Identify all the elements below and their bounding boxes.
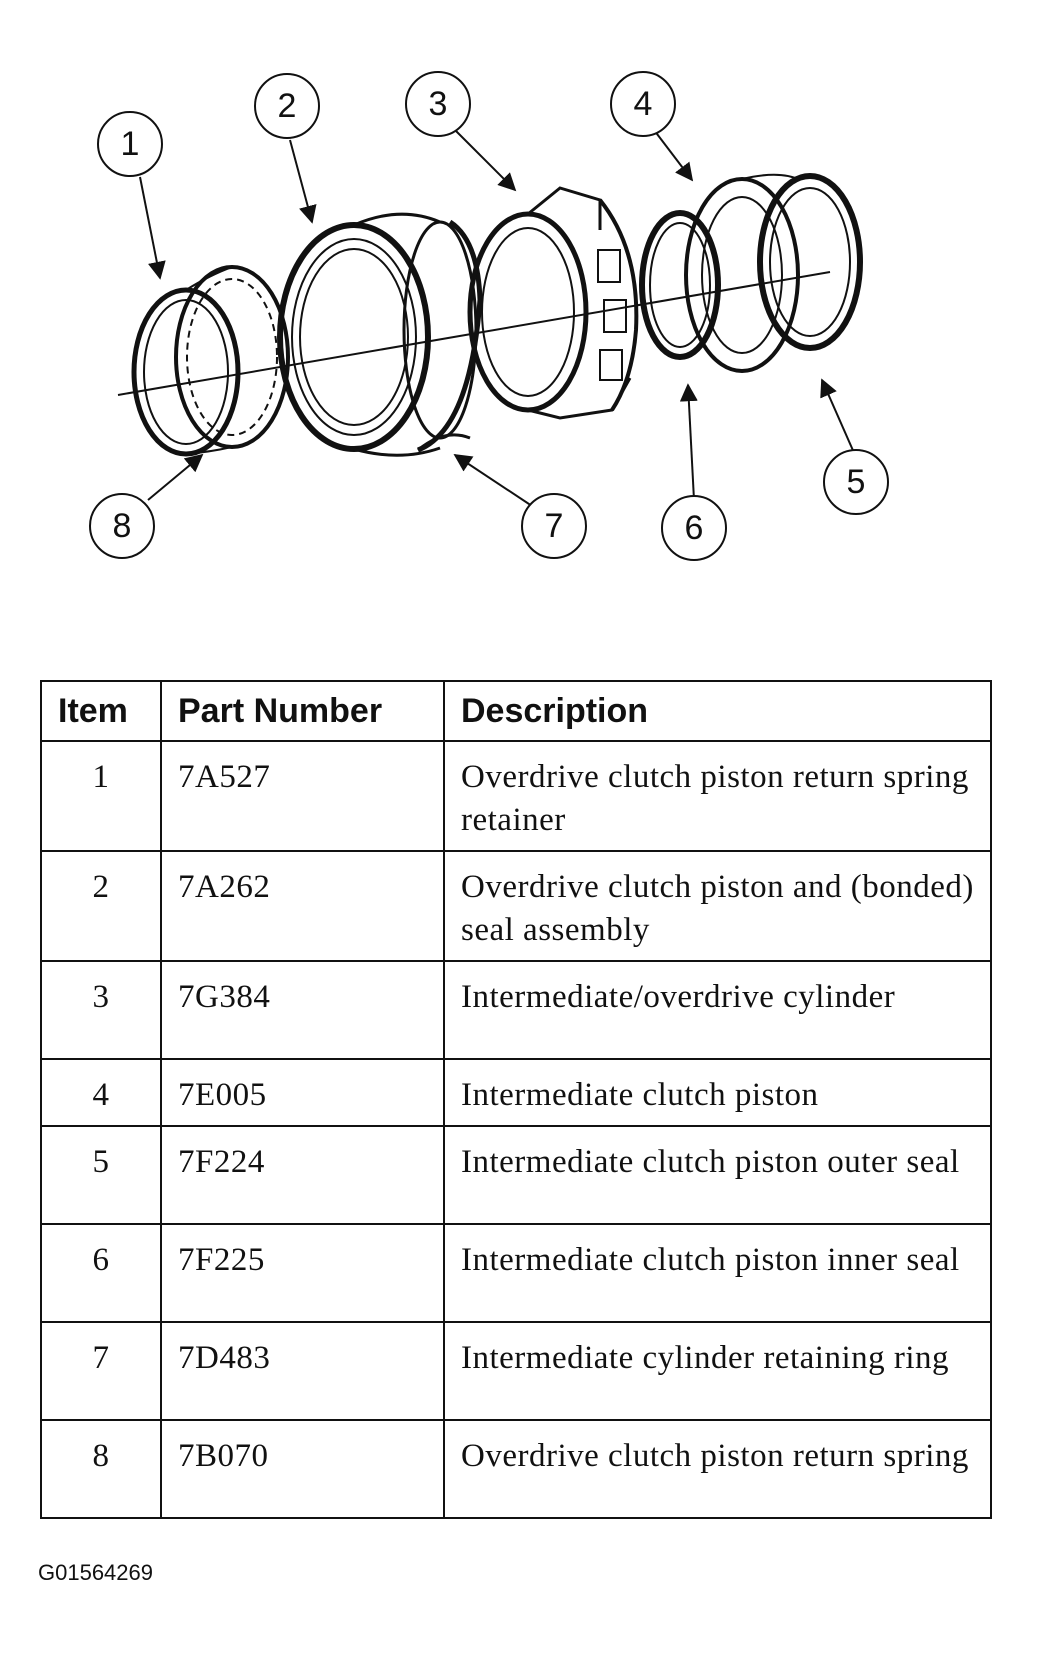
exploded-parts-diagram: [0, 0, 1044, 600]
cell-description: Overdrive clutch piston return spring retainer: [444, 741, 991, 851]
cell-part-number: 7D483: [161, 1322, 444, 1420]
cell-item: 5: [41, 1126, 161, 1224]
part-2-piston-seal-assembly: [280, 214, 476, 455]
cell-item: 1: [41, 741, 161, 851]
callout-6-label: 6: [684, 509, 704, 547]
figure-id: G01564269: [38, 1560, 153, 1585]
callout-5-label: 5: [846, 463, 866, 501]
callout-1-label: 1: [120, 125, 140, 163]
cell-description: Intermediate cylinder retaining ring: [444, 1322, 991, 1420]
column-header-part-number: Part Number: [161, 681, 444, 741]
cell-part-number: 7G384: [161, 961, 444, 1059]
table-row: [41, 1059, 991, 1126]
table-row: [41, 1322, 991, 1420]
cell-item: 4: [41, 1059, 161, 1126]
column-header-description: Description: [444, 681, 991, 741]
callout-8-label: 8: [112, 507, 132, 545]
cell-description: Intermediate clutch piston: [444, 1059, 991, 1126]
column-header-item: Item: [41, 681, 161, 741]
callout-6: [662, 496, 726, 560]
cell-part-number: 7F224: [161, 1126, 444, 1224]
cell-description: Intermediate/overdrive cylinder: [444, 961, 991, 1059]
part-1-spring-retainer: [176, 267, 288, 454]
cell-part-number: 7F225: [161, 1224, 444, 1322]
cell-description: Intermediate clutch piston outer seal: [444, 1126, 991, 1224]
cell-description: Intermediate clutch piston inner seal: [444, 1224, 991, 1322]
table-row: [41, 851, 991, 961]
table-row: [41, 961, 991, 1059]
cell-part-number: 7B070: [161, 1420, 444, 1518]
cell-item: 8: [41, 1420, 161, 1518]
callout-4-label: 4: [633, 85, 653, 123]
table-row: [41, 1126, 991, 1224]
callout-7: [522, 494, 586, 558]
callout-3-label: 3: [428, 85, 448, 123]
callout-2-label: 2: [277, 87, 297, 125]
cell-part-number: 7A527: [161, 741, 444, 851]
cell-part-number: 7A262: [161, 851, 444, 961]
part-3-cylinder: [470, 188, 636, 418]
part-8-return-spring: [134, 290, 238, 454]
cell-item: 2: [41, 851, 161, 961]
cell-description: Overdrive clutch piston return spring: [444, 1420, 991, 1518]
part-6-inner-seal: [642, 213, 718, 357]
callout-1: [98, 112, 162, 176]
callout-leader-lines: [140, 130, 855, 508]
cell-part-number: 7E005: [161, 1059, 444, 1126]
table-row: [41, 1420, 991, 1518]
part-4-clutch-piston: [686, 175, 800, 371]
callout-5: [824, 450, 888, 514]
part-5-outer-seal: [760, 176, 860, 348]
table-header-row: [41, 681, 991, 741]
callout-2: [255, 74, 319, 138]
callout-7-label: 7: [544, 507, 564, 545]
callout-8: [90, 494, 154, 558]
table-row: [41, 1224, 991, 1322]
parts-table: [40, 680, 992, 1519]
callout-3: [406, 72, 470, 136]
cell-description: Overdrive clutch piston and (bonded) seal assembly: [444, 851, 991, 961]
callout-4: [611, 72, 675, 136]
cell-item: 6: [41, 1224, 161, 1322]
table-row: [41, 741, 991, 851]
cell-item: 7: [41, 1322, 161, 1420]
cell-item: 3: [41, 961, 161, 1059]
